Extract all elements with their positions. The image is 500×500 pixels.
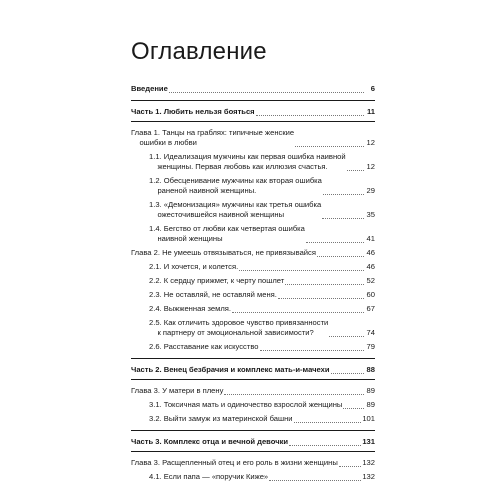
toc-entry-section-4-1[interactable] [131,472,375,482]
dot-leader [294,416,362,423]
toc-entry-part-1[interactable] [131,107,375,117]
toc-entry-chapter-2[interactable] [131,248,375,258]
section-divider [131,100,375,101]
page-title: Оглавление [131,38,267,65]
dot-leader [347,164,364,171]
dot-leader [317,250,364,257]
toc-entry-label: Глава 1. Танцы на граблях: типичные женские ошибки в любви [131,128,295,147]
toc-entry-page: 12 [366,138,375,147]
toc-entry-label: Глава 2. Не умеешь отвязываться, не привязывайся [131,248,316,257]
toc-entry-page: 74 [366,328,375,337]
toc-entry-page: 12 [366,162,375,171]
toc-entry-page: 60 [366,290,375,299]
section-divider [131,121,375,122]
toc-entry-page: 89 [366,386,375,395]
toc-entry-label: Часть 2. Венец безбрачия и комплекс мать-и-мачехи [131,365,330,374]
section-divider [131,358,375,359]
dot-leader [224,388,364,395]
toc-entry-section-2-3[interactable] [131,290,375,300]
toc-entry-label: 4.1. Если папа — «поручик Киже» [149,472,269,481]
toc-entry-chapter-4[interactable] [131,458,375,468]
dot-leader [239,264,364,271]
toc-entry-page: 89 [366,400,375,409]
dot-leader [323,188,364,195]
toc-entry-chapter-1[interactable] [131,128,375,148]
toc-entry-label: Часть 1. Любить нельзя бояться [131,107,255,116]
toc-entry-intro[interactable] [131,84,375,94]
dot-leader [278,292,364,299]
toc-entry-page: 88 [366,365,375,374]
toc-entry-chapter-3[interactable] [131,386,375,396]
toc-entry-page: 46 [366,262,375,271]
toc-entry-section-2-2[interactable] [131,276,375,286]
toc-entry-page: 131 [362,437,375,446]
toc-entry-section-1-4[interactable] [131,224,375,244]
dot-leader [169,86,364,93]
toc-entry-label: 2.3. Не оставляй, не оставляй меня. [149,290,277,299]
toc-entry-section-2-6[interactable] [131,342,375,352]
toc-entry-label: 2.2. К сердцу прижмет, к черту пошлет [149,276,285,285]
dot-leader [232,306,364,313]
dot-leader [295,140,364,147]
toc-entry-page: 11 [366,107,375,116]
dot-leader [285,278,364,285]
dot-leader [256,109,364,116]
toc-entry-page: 41 [366,234,375,243]
toc-entry-section-2-5[interactable] [131,318,375,338]
toc-entry-label: 2.6. Расставание как искусство [149,342,259,351]
toc-entry-page: 132 [362,472,375,481]
toc-entry-section-1-3[interactable] [131,200,375,220]
toc-entry-page: 67 [366,304,375,313]
toc-entry-label: 2.4. Выжженная земля. [149,304,232,313]
toc-entry-label: Введение [131,84,168,93]
toc-entry-part-2[interactable] [131,365,375,375]
toc-entry-label: 2.1. И хочется, и колется. [149,262,239,271]
toc-entry-label: 2.5. Как отличить здоровое чувство привязанности к партнеру от эмоциональной зависимости? [149,318,329,337]
toc-entry-label: 3.2. Выйти замуж из материнской башни [149,414,293,423]
toc-entry-page: 101 [362,414,375,423]
toc-entry-label: 1.2. Обесценивание мужчины как вторая ошибка раненой наивной женщины. [149,176,322,195]
toc-entry-page: 52 [366,276,375,285]
table-of-contents [131,84,375,482]
dot-leader [329,330,364,337]
dot-leader [260,344,364,351]
toc-entry-part-3[interactable] [131,437,375,447]
toc-entry-section-2-1[interactable] [131,262,375,272]
toc-entry-section-3-1[interactable] [131,400,375,410]
dot-leader [339,460,362,467]
toc-entry-page: 6 [370,84,375,93]
toc-entry-page: 79 [366,342,375,351]
dot-leader [331,367,364,374]
toc-entry-page: 132 [362,458,375,467]
toc-entry-page: 46 [366,248,375,257]
toc-entry-section-3-2[interactable] [131,414,375,424]
toc-entry-label: Часть 3. Комплекс отца и вечной девочки [131,437,289,446]
dot-leader [306,236,364,243]
toc-entry-section-1-2[interactable] [131,176,375,196]
toc-entry-page: 29 [366,186,375,195]
toc-entry-label: Глава 3. У матери в плену [131,386,224,395]
dot-leader [289,439,361,446]
dot-leader [269,474,361,481]
dot-leader [322,212,364,219]
section-divider [131,379,375,380]
toc-entry-page: 35 [366,210,375,219]
section-divider [131,451,375,452]
toc-entry-label: 1.1. Идеализация мужчины как первая ошибка наивной женщины. Первая любовь как иллюзия счастья. [149,152,346,171]
toc-entry-label: 1.3. «Демонизация» мужчины как третья ошибка ожесточившейся наивной женщины [149,200,322,219]
section-divider [131,430,375,431]
toc-entry-section-2-4[interactable] [131,304,375,314]
toc-entry-section-1-1[interactable] [131,152,375,172]
dot-leader [343,402,364,409]
toc-entry-label: Глава 3. Расщепленный отец и его роль в жизни женщины [131,458,338,467]
toc-entry-label: 3.1. Токсичная мать и одиночество взрослой женщины [149,400,343,409]
toc-entry-label: 1.4. Бегство от любви как четвертая ошибка наивной женщины [149,224,305,243]
